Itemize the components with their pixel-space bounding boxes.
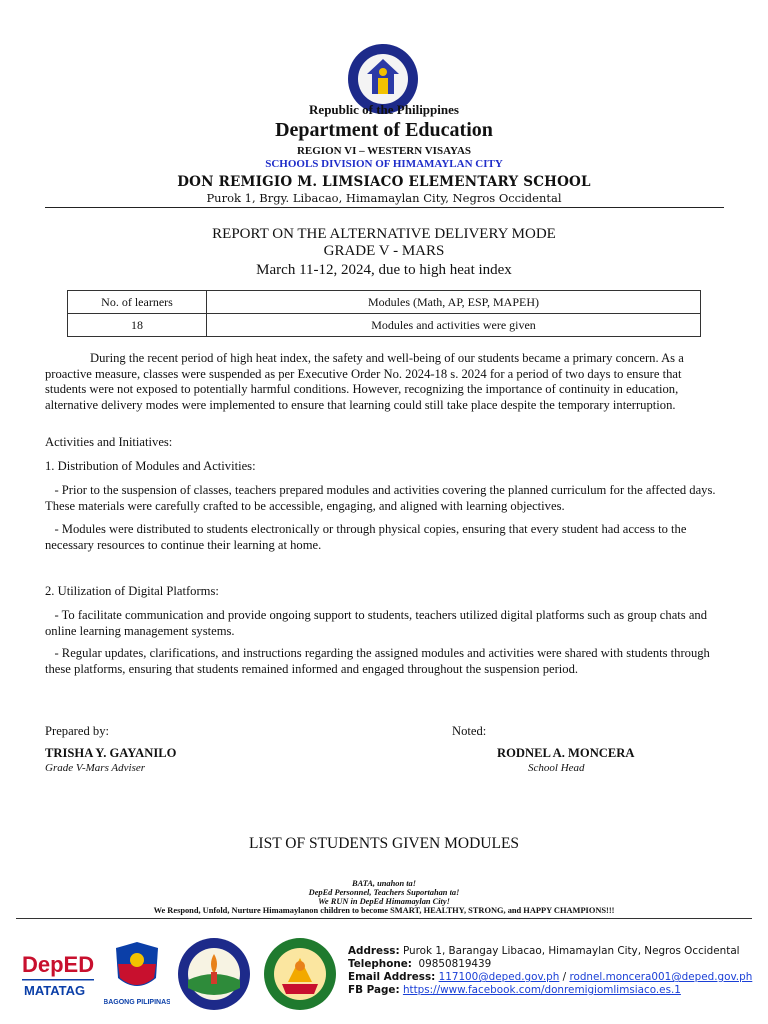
report-date: March 11-12, 2024, due to high heat index <box>256 262 512 278</box>
report-title: REPORT ON THE ALTERNATIVE DELIVERY MODE <box>212 226 556 242</box>
email-label: Email Address: <box>348 971 436 983</box>
activities-heading: Activities and Initiatives: <box>45 435 173 449</box>
deped-logo-text: DepED <box>22 952 95 977</box>
matatag-logo-text: MATATAG <box>24 983 86 998</box>
school-address: Purok 1, Brgy. Libacao, Himamaylan City, Negros Occidental <box>206 191 562 205</box>
bagong-pilipinas-logo <box>104 938 170 1008</box>
utilization-heading: 2. Utilization of Digital Platforms: <box>45 584 219 598</box>
motto-line: We Respond, Unfold, Nurture Himamaylanon children to become SMART, HEALTHY, STRONG, and HAPPY CHAMPIONS!!! <box>153 906 615 915</box>
department-title: Department of Education <box>275 119 493 141</box>
bagong-logo-text: BAGONG PILIPINAS <box>104 999 170 1006</box>
table-row <box>68 314 701 337</box>
phone-label: Telephone: <box>348 958 412 970</box>
school-head-title: School Head <box>528 762 585 774</box>
motto-line: We RUN in DepEd Himamaylan City! <box>318 897 450 906</box>
noted-label: Noted: <box>452 724 487 738</box>
grade-section: GRADE V - MARS <box>323 243 445 259</box>
student-list-title: LIST OF STUDENTS GIVEN MODULES <box>248 835 520 852</box>
table-header-cell: No. of learners <box>68 291 207 314</box>
school-head-name: RODNEL A. MONCERA <box>497 746 635 760</box>
table-cell-modules: Modules and activities were given <box>207 314 701 337</box>
table-header-row <box>68 291 701 314</box>
fb-label: FB Page: <box>348 984 400 996</box>
email-link-primary[interactable]: 117100@deped.gov.ph <box>438 971 560 983</box>
school-name: DON REMIGIO M. LIMSIACO ELEMENTARY SCHOOL <box>177 174 591 190</box>
region-line: REGION VI – WESTERN VISAYAS <box>296 145 472 157</box>
adviser-title: Grade V-Mars Adviser <box>45 762 146 774</box>
email-separator: / <box>559 971 570 983</box>
contact-address <box>348 945 740 957</box>
deped-matatag-logo <box>20 945 96 1001</box>
address-value: Purok 1, Barangay Libacao, Himamaylan City, Negros Occidental <box>402 945 740 957</box>
address-label: Address: <box>348 945 400 957</box>
facebook-link[interactable]: https://www.facebook.com/donremigiomlimsiaco.es.1 <box>402 984 681 996</box>
utilization-item: - Regular updates, clarifications, and instructions regarding the assigned modules and activities were shared with students through these platforms, ensuring that students remained informed and engaged throughout the suspension period. <box>45 646 714 676</box>
motto-line: DepEd Personnel, Teachers Suportahan ta! <box>308 888 460 897</box>
summary-table <box>67 290 701 337</box>
motto-line: BATA, unahon ta! <box>351 879 416 888</box>
contact-phone <box>348 958 491 970</box>
distribution-item: - Prior to the suspension of classes, teachers prepared modules and activities covering the planned curriculum for the affected days. These materials were carefully crafted to be accessible, engaging, and aligned with learning objectives. <box>45 483 719 513</box>
republic-line: Republic of the Philippines <box>309 102 459 117</box>
prepared-by-label: Prepared by: <box>45 724 109 738</box>
adviser-name: TRISHA Y. GAYANILO <box>45 746 177 760</box>
header-divider <box>45 207 724 208</box>
footer-divider <box>16 918 752 919</box>
division-line: SCHOOLS DIVISION OF HIMAMAYLAN CITY <box>265 158 503 170</box>
email-link-secondary[interactable]: rodnel.moncera001@deped.gov.ph <box>569 971 753 983</box>
school-logo <box>258 936 342 1012</box>
utilization-item: - To facilitate communication and provide ongoing support to students, teachers utilized digital platforms such as group chats and online learning management systems. <box>45 608 711 638</box>
distribution-heading: 1. Distribution of Modules and Activities: <box>45 459 256 473</box>
intro-paragraph: During the recent period of high heat index, the safety and well-being of our students became a primary concern. As a proactive measure, classes were suspended as per Executive Order No. 2024-18 s. 2024 for a period of two days to ensure that students were not exposed to potentially harmful conditions. However, recognizing the importance of continuity in education, alternative delivery modes were implemented to ensure that learning could still take place despite the temporary interruption. <box>45 351 684 413</box>
contact-email <box>348 971 752 983</box>
division-logo <box>172 936 256 1012</box>
phone-value: 09850819439 <box>418 958 492 970</box>
table-cell-learners: 18 <box>68 314 207 337</box>
table-header-cell: Modules (Math, AP, ESP, MAPEH) <box>207 291 701 314</box>
distribution-item: - Modules were distributed to students electronically or through physical copies, ensuring that every student had access to the necessary resources to continue their learning at home. <box>45 522 690 552</box>
contact-facebook <box>348 984 681 996</box>
